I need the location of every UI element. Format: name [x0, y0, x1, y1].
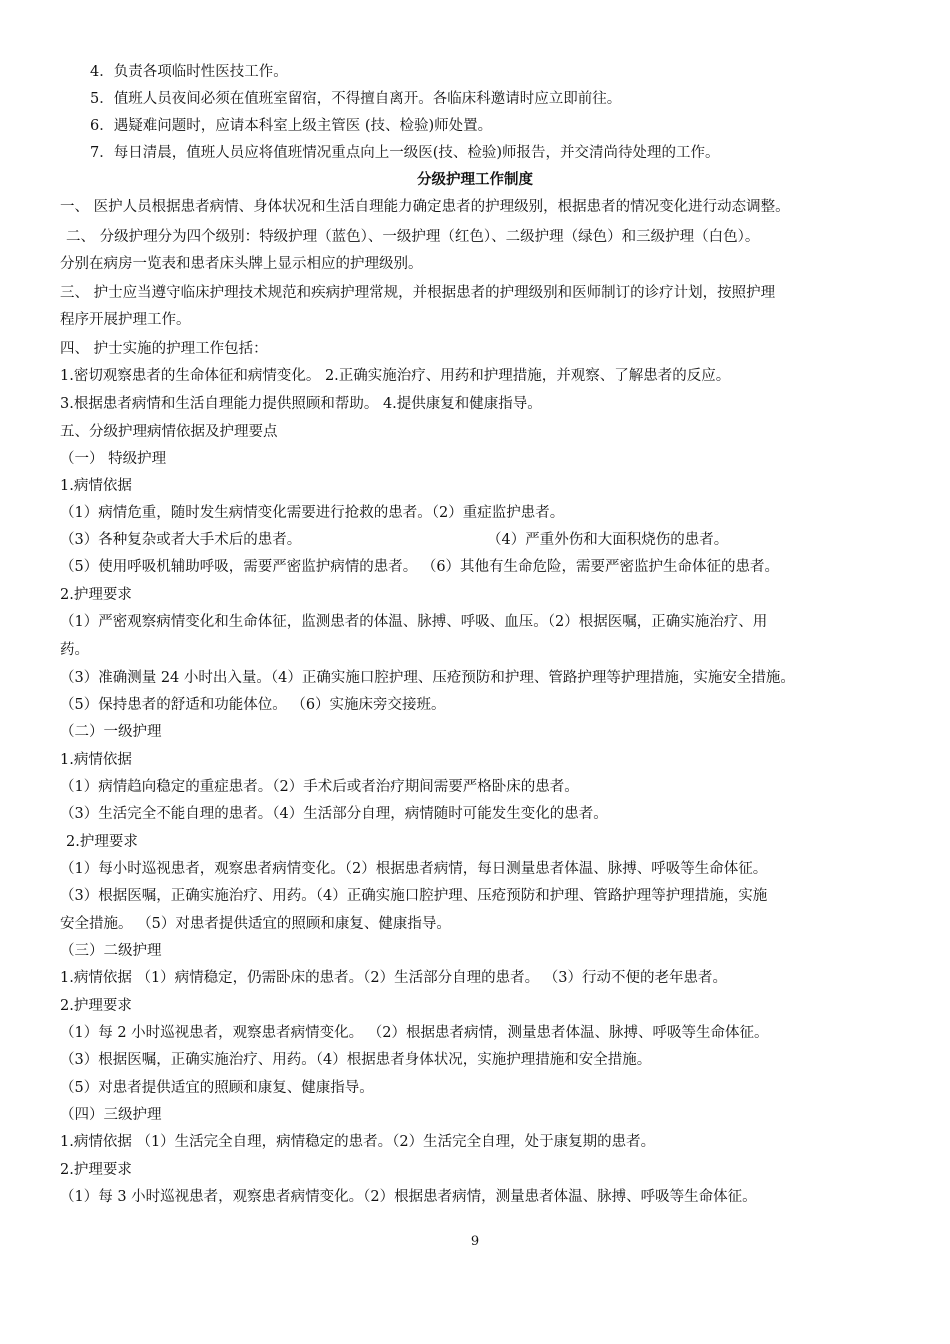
- duty-rule-4: 4．负责各项临时性医技工作。: [90, 64, 288, 80]
- special-basis-1: （1）病情危重，随时发生病情变化需要进行抢救的患者。（2）重症监护患者。: [60, 505, 565, 521]
- rule-1: 一、 医护人员根据患者病情、身体状况和生活自理能力确定患者的护理级别，根据患者的情况变化进行动态调整。: [60, 199, 790, 215]
- special-basis-2b: （4）严重外伤和大面积烧伤的患者。: [487, 532, 729, 548]
- duty-rule-7: 7．每日清晨，值班人员应将值班情况重点向上一级医(技、检验)师报告，并交清尚待处理的工作。: [90, 145, 720, 161]
- rule-4-items-2: 3.根据患者病情和生活自理能力提供照顾和帮助。 4.提供康复和健康指导。: [60, 396, 542, 412]
- level2-req-3: （5）对患者提供适宜的照顾和康复、健康指导。: [60, 1080, 374, 1096]
- level1-req-1: （1）每小时巡视患者，观察患者病情变化。（2）根据患者病情，每日测量患者体温、脉搏、呼吸等生命体征。: [60, 861, 768, 877]
- rule-4: 四、 护士实施的护理工作包括：: [60, 341, 268, 357]
- level2-req-1: （1）每 2 小时巡视患者，观察患者病情变化。 （2）根据患者病情，测量患者体温、脉搏、呼吸等生命体征。: [60, 1025, 769, 1041]
- duty-rule-5: 5．值班人员夜间必须在值班室留宿，不得擅自离开。各临床科邀请时应立即前往。: [90, 91, 622, 107]
- level3-req-label: 2.护理要求: [60, 1162, 132, 1178]
- special-req-label: 2.护理要求: [60, 587, 132, 603]
- level2-req-2: （3）根据医嘱，正确实施治疗、用药。（4）根据患者身体状况，实施护理措施和安全措施。: [60, 1052, 652, 1068]
- rule-3-line-1: 三、 护士应当遵守临床护理技术规范和疾病护理常规，并根据患者的护理级别和医师制订的诊疗计划，按照护理: [60, 285, 776, 301]
- level3-heading: （四）三级护理: [60, 1107, 162, 1123]
- level1-basis-label: 1.病情依据: [60, 752, 132, 768]
- special-care-heading: （一） 特级护理: [60, 451, 167, 467]
- special-req-2: （3）准确测量 24 小时出入量。（4）正确实施口腔护理、压疮预防和护理、管路护理等护理措施，实施安全措施。: [60, 670, 795, 686]
- level2-req-label: 2.护理要求: [60, 998, 132, 1014]
- level2-heading: （三）二级护理: [60, 943, 162, 959]
- level2-basis: 1.病情依据 （1）病情稳定，仍需卧床的患者。（2）生活部分自理的患者。 （3）行动不便的老年患者。: [60, 970, 727, 986]
- level1-req-2-line-2: 安全措施。 （5）对患者提供适宜的照顾和康复、健康指导。: [60, 916, 451, 932]
- rule-2-line-2: 分别在病房一览表和患者床头牌上显示相应的护理级别。: [60, 256, 423, 272]
- special-basis-2: [60, 530, 898, 550]
- rule-3-line-2: 程序开展护理工作。: [60, 312, 191, 328]
- page-number: 9: [470, 1234, 480, 1249]
- special-basis-label: 1.病情依据: [60, 478, 132, 494]
- special-req-1-line-1: （1）严密观察病情变化和生命体征，监测患者的体温、脉搏、呼吸、血压。（2）根据医嘱，正确实施治疗、用: [60, 614, 768, 630]
- rule-5: 五、分级护理病情依据及护理要点: [60, 424, 278, 440]
- duty-rule-6: 6．遇疑难问题时，应请本科室上级主管医 (技、检验)师处置。: [90, 118, 493, 134]
- level3-basis: 1.病情依据 （1）生活完全自理，病情稳定的患者。（2）生活完全自理，处于康复期的患者。: [60, 1134, 656, 1150]
- level3-req-1: （1）每 3 小时巡视患者，观察患者病情变化。（2）根据患者病情，测量患者体温、脉搏、呼吸等生命体征。: [60, 1189, 757, 1205]
- special-basis-2a: （3）各种复杂或者大手术后的患者。: [60, 532, 302, 548]
- rule-2-line-1: 二、 分级护理分为四个级别：特级护理（蓝色）、一级护理（红色）、二级护理（绿色）和三级护理（白色）。: [66, 229, 760, 245]
- rule-4-items-1: 1.密切观察患者的生命体征和病情变化。 2.正确实施治疗、用药和护理措施，并观察、了解患者的反应。: [60, 368, 731, 384]
- level1-req-2-line-1: （3）根据医嘱，正确实施治疗、用药。（4）正确实施口腔护理、压疮预防和护理、管路护理等护理措施，实施: [60, 888, 768, 904]
- special-basis-3: （5）使用呼吸机辅助呼吸，需要严密监护病情的患者。 （6）其他有生命危险，需要严密监护生命体征的患者。: [60, 559, 780, 575]
- section-title: 分级护理工作制度: [417, 171, 533, 188]
- level1-heading: （二）一级护理: [60, 724, 162, 740]
- level1-basis-1: （1）病情趋向稳定的重症患者。（2）手术后或者治疗期间需要严格卧床的患者。: [60, 779, 579, 795]
- level1-req-label: 2.护理要求: [66, 834, 138, 850]
- level1-basis-2: （3）生活完全不能自理的患者。（4）生活部分自理，病情随时可能发生变化的患者。: [60, 806, 608, 822]
- special-req-1-line-2: 药。: [60, 642, 89, 658]
- special-req-3: （5）保持患者的舒适和功能体位。 （6）实施床旁交接班。: [60, 697, 446, 713]
